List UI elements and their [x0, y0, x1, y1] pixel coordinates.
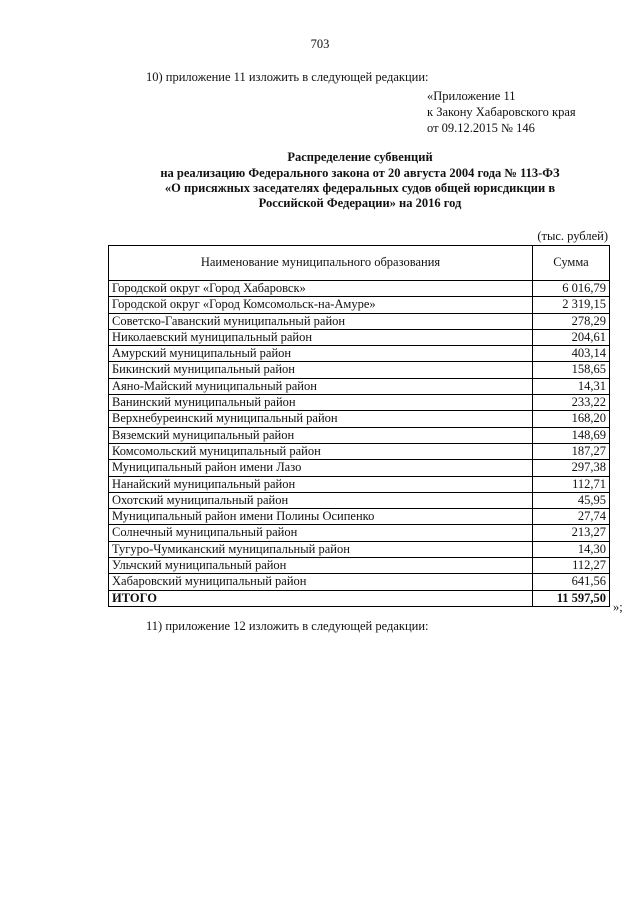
sum-value: 14,31	[533, 378, 610, 394]
municipality-name: Комсомольский муниципальный район	[109, 443, 533, 459]
appendix-line-1: «Приложение 11	[427, 89, 516, 103]
municipality-name: Советско-Гаванский муниципальный район	[109, 313, 533, 329]
sum-value: 148,69	[533, 427, 610, 443]
page-number: 703	[310, 37, 330, 51]
table-row	[109, 411, 610, 427]
table-row	[109, 443, 610, 459]
municipality-name: Ванинский муниципальный район	[109, 395, 533, 411]
subvention-table	[108, 245, 610, 607]
municipality-name: Бикинский муниципальный район	[109, 362, 533, 378]
municipality-name: Николаевский муниципальный район	[109, 329, 533, 345]
table-row	[109, 541, 610, 557]
closing-quote: »;	[613, 600, 623, 614]
title-line-1: Распределение субвенций	[287, 150, 433, 164]
municipality-name: Охотский муниципальный район	[109, 492, 533, 508]
table-row	[109, 281, 610, 297]
table-row	[109, 346, 610, 362]
municipality-name: Муниципальный район имени Лазо	[109, 460, 533, 476]
appendix-line-2: к Закону Хабаровского края	[427, 105, 576, 119]
municipality-name: Тугуро-Чумиканский муниципальный район	[109, 541, 533, 557]
title-line-2: на реализацию Федерального закона от 20 августа 2004 года № 113-ФЗ	[160, 166, 560, 180]
sum-value: 6 016,79	[533, 281, 610, 297]
table-header-row	[109, 246, 610, 281]
municipality-name: Хабаровский муниципальный район	[109, 574, 533, 590]
sum-value: 233,22	[533, 395, 610, 411]
sum-value: 27,74	[533, 509, 610, 525]
total-row	[109, 590, 610, 606]
municipality-name: Муниципальный район имени Полины Осипенко	[109, 509, 533, 525]
sum-value: 213,27	[533, 525, 610, 541]
table-row	[109, 427, 610, 443]
header-sum: Сумма	[533, 246, 610, 281]
total-value: 11 597,50	[533, 590, 610, 606]
table-row	[109, 362, 610, 378]
table-row	[109, 460, 610, 476]
units-label: (тыс. рублей)	[537, 229, 608, 243]
table-row	[109, 297, 610, 313]
table-row	[109, 558, 610, 574]
municipality-name: Городской округ «Город Хабаровск»	[109, 281, 533, 297]
sum-value: 112,27	[533, 558, 610, 574]
table-row	[109, 378, 610, 394]
sum-value: 168,20	[533, 411, 610, 427]
header-municipality: Наименование муниципального образования	[109, 246, 533, 281]
municipality-name: Городской округ «Город Комсомольск-на-Амуре»	[109, 297, 533, 313]
municipality-name: Вяземский муниципальный район	[109, 427, 533, 443]
amendment-item-10: 10) приложение 11 изложить в следующей редакции:	[146, 70, 429, 84]
title-line-4: Российской Федерации» на 2016 год	[258, 196, 462, 210]
municipality-name: Солнечный муниципальный район	[109, 525, 533, 541]
sum-value: 204,61	[533, 329, 610, 345]
sum-value: 297,38	[533, 460, 610, 476]
sum-value: 2 319,15	[533, 297, 610, 313]
table-row	[109, 492, 610, 508]
amendment-item-11: 11) приложение 12 изложить в следующей редакции:	[146, 619, 429, 633]
municipality-name: Амурский муниципальный район	[109, 346, 533, 362]
title-line-3: «О присяжных заседателях федеральных судов общей юрисдикции в	[164, 181, 556, 195]
municipality-name: Ульчский муниципальный район	[109, 558, 533, 574]
table-row	[109, 329, 610, 345]
table-row	[109, 476, 610, 492]
table-row	[109, 509, 610, 525]
table-row	[109, 395, 610, 411]
appendix-line-3: от 09.12.2015 № 146	[427, 121, 535, 135]
sum-value: 403,14	[533, 346, 610, 362]
table-row	[109, 574, 610, 590]
sum-value: 641,56	[533, 574, 610, 590]
municipality-name: Нанайский муниципальный район	[109, 476, 533, 492]
total-label: ИТОГО	[109, 590, 533, 606]
sum-value: 14,30	[533, 541, 610, 557]
sum-value: 112,71	[533, 476, 610, 492]
sum-value: 187,27	[533, 443, 610, 459]
municipality-name: Верхнебуреинский муниципальный район	[109, 411, 533, 427]
table-row	[109, 313, 610, 329]
sum-value: 158,65	[533, 362, 610, 378]
municipality-name: Аяно-Майский муниципальный район	[109, 378, 533, 394]
sum-value: 45,95	[533, 492, 610, 508]
table-row	[109, 525, 610, 541]
sum-value: 278,29	[533, 313, 610, 329]
